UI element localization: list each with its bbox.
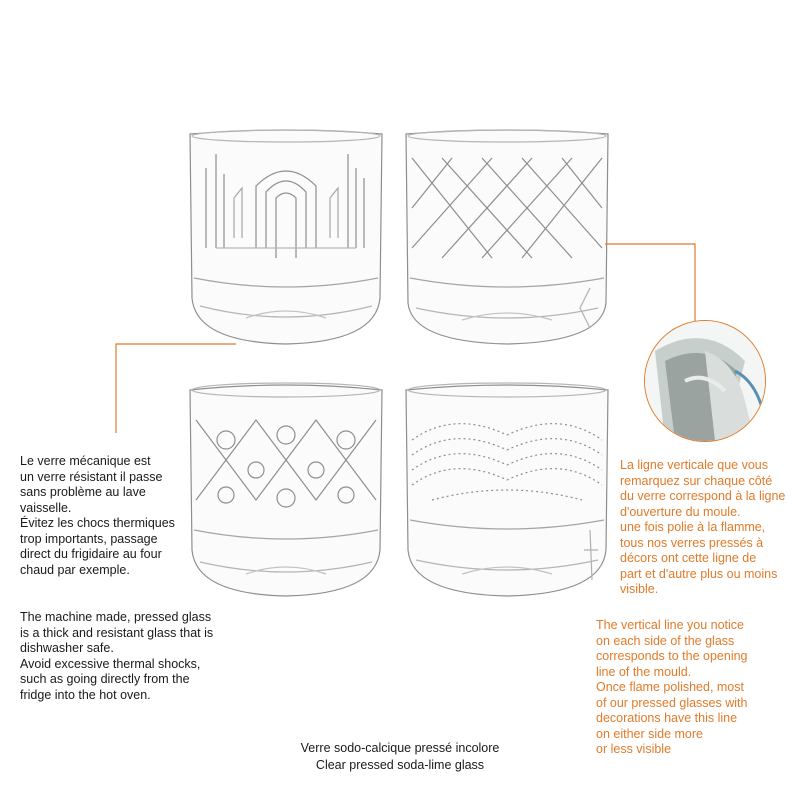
text-en-right: The vertical line you notice on each side of the glass corresponds to the opening line of the mould. Once flame polished, most of our pressed glasses with decorations have this line on either side more or less visible	[596, 618, 748, 756]
leader-line-right	[605, 244, 695, 330]
caption-fr: Verre sodo-calcique pressé incolore	[300, 741, 500, 755]
caption-en: Clear pressed soda-lime glass	[315, 758, 485, 772]
leader-line-left	[116, 344, 236, 433]
mould-line-zoom-detail	[644, 320, 766, 442]
text-fr-right: La ligne verticale que vous remarquez sur chaque côté du verre correspond à la ligne d'ouverture du moule. une fois polie à la flamme, tous nos verres pressés à décors ont cette ligne de part et d'autre plus ou moins visible.	[620, 458, 786, 596]
text-en-left: The machine made, pressed glass is a thick and resistant glass that is dishwasher safe. Avoid excessive thermal shocks, such as going directly from the fridge into the hot oven.	[20, 610, 214, 702]
text-fr-left: Le verre mécanique est un verre résistant il passe sans problème au lave vaisselle. Évitez les chocs thermiques trop importants, passage direct du frigidaire au four chaud par exemple.	[20, 454, 175, 577]
